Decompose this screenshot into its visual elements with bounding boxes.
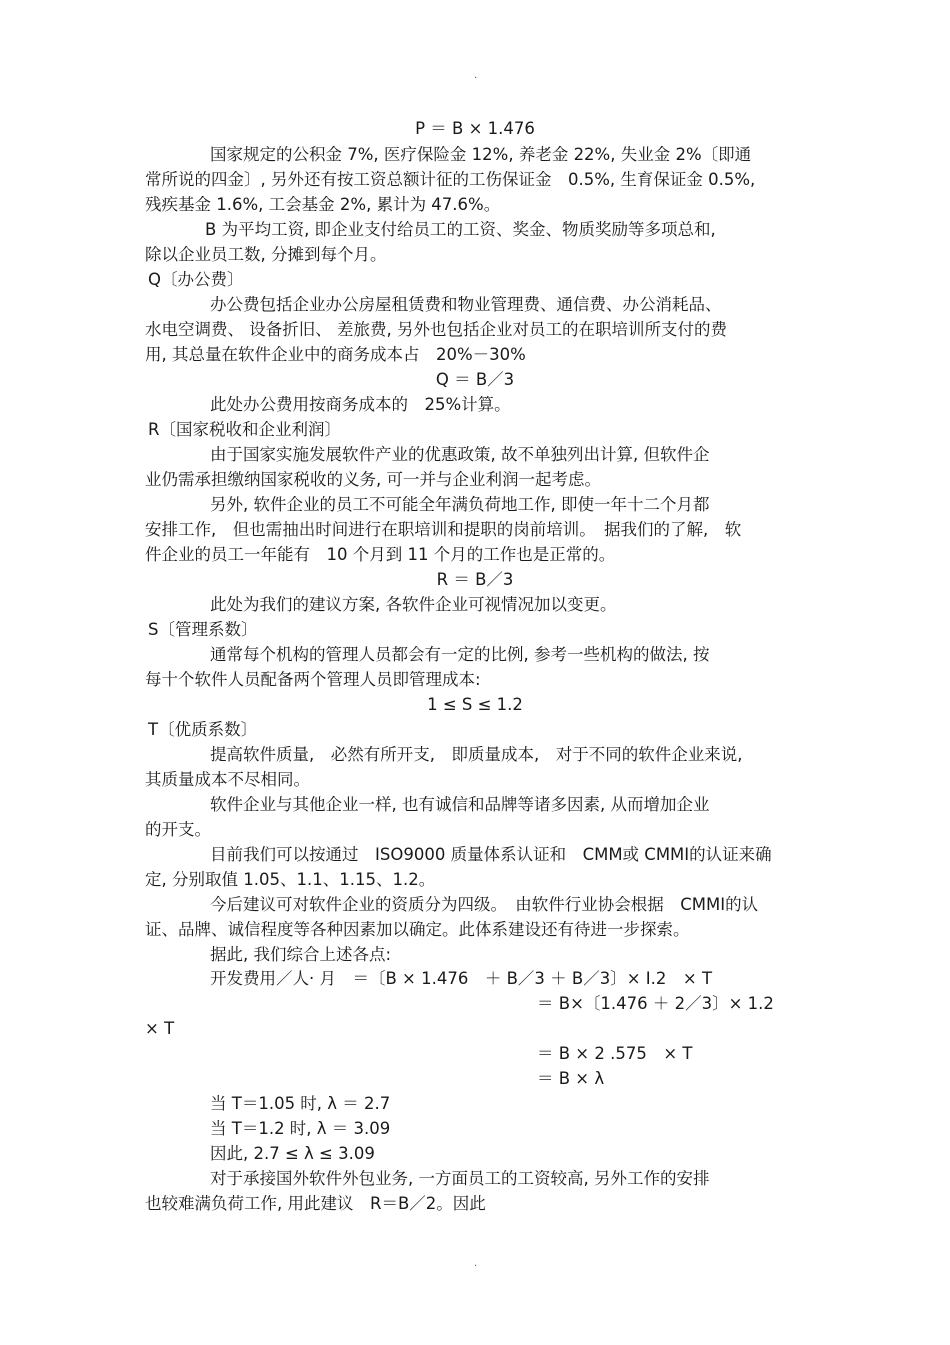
paragraph-line: 的开支。 [145, 820, 211, 839]
formula-continuation: × T [145, 1019, 175, 1038]
formula-dev-cost: 开发费用／人· 月 ＝〔B × 1.476 ＋ B／3 ＋ B／3〕× I.2 × T [210, 969, 713, 988]
paragraph-line: 另外, 软件企业的员工不可能全年满负荷地工作, 即使一年十二个月都 [210, 495, 710, 514]
paragraph-line: 定, 分别取值 1.05、1.1、1.15、1.2。 [145, 870, 436, 889]
paragraph-line: B 为平均工资, 即企业支付给员工的工资、奖金、物质奖励等多项总和, [205, 220, 716, 239]
paragraph-line: 残疾基金 1.6%, 工会基金 2%, 累计为 47.6%。 [145, 195, 501, 214]
section-heading-r: R〔国家税收和企业利润〕 [148, 420, 341, 439]
paragraph-line: 软件企业与其他企业一样, 也有诚信和品牌等诸多因素, 从而增加企业 [210, 795, 710, 814]
paragraph-line: 由于国家实施发展软件产业的优惠政策, 故不单独列出计算, 但软件企 [210, 445, 710, 464]
paragraph-line: 水电空调费、 设备折旧、 差旅费, 另外也包括企业对员工的在职培训所支付的费 [145, 320, 727, 339]
paragraph-line: 证、品牌、诚信程度等各种因素加以确定。此体系建设还有待进一步探索。 [145, 920, 690, 939]
section-heading-t: T〔优质系数〕 [148, 720, 258, 739]
formula-continuation: ＝ B×〔1.476 ＋ 2／3〕× 1.2 [537, 994, 774, 1013]
paragraph-line: 业仍需承担缴纳国家税收的义务, 可一并与企业利润一起考虑。 [145, 470, 601, 489]
paragraph-line: 目前我们可以按通过 ISO9000 质量体系认证和 CMM或 CMMI的认证来确 [210, 845, 772, 864]
paragraph-line: 其质量成本不尽相同。 [145, 770, 310, 789]
header-mark: . [474, 70, 478, 81]
paragraph-line: 当 T＝1.05 时, λ ＝ 2.7 [210, 1094, 391, 1113]
section-heading-s: S〔管理系数〕 [148, 620, 258, 639]
paragraph-line: 据此, 我们综合上述各点: [210, 945, 392, 964]
paragraph-line: 也较难满负荷工作, 用此建议 R＝B／2。因此 [145, 1194, 486, 1213]
paragraph-line: 当 T＝1.2 时, λ ＝ 3.09 [210, 1119, 391, 1138]
paragraph-line: 提高软件质量, 必然有所开支, 即质量成本, 对于不同的软件企业来说, [210, 745, 743, 764]
formula-continuation: ＝ B × λ [537, 1069, 605, 1088]
section-heading-q: Q〔办公费〕 [148, 270, 244, 289]
paragraph-line: 对于承接国外软件外包业务, 一方面员工的工资较高, 另外工作的安排 [210, 1169, 710, 1188]
paragraph-line: 通常每个机构的管理人员都会有一定的比例, 参考一些机构的做法, 按 [210, 645, 710, 664]
paragraph-line: 每十个软件人员配备两个管理人员即管理成本: [145, 670, 481, 689]
paragraph-line: 此处办公费用按商务成本的 25%计算。 [210, 395, 511, 414]
formula-p: P ＝ B × 1.476 [415, 119, 535, 138]
formula-s: 1 ≤ S ≤ 1.2 [427, 695, 523, 714]
paragraph-line: 此处为我们的建议方案, 各软件企业可视情况加以变更。 [210, 595, 617, 614]
paragraph-line: 用, 其总量在软件企业中的商务成本占 20%－30% [145, 345, 526, 364]
paragraph-line: 常所说的四金〕, 另外还有按工资总额计征的工伤保证金 0.5%, 生育保证金 0.5%, [145, 170, 756, 189]
paragraph-line: 因此, 2.7 ≤ λ ≤ 3.09 [210, 1144, 375, 1163]
paragraph-line: 件企业的员工一年能有 10 个月到 11 个月的工作也是正常的。 [145, 545, 616, 564]
paragraph-line: 国家规定的公积金 7%, 医疗保险金 12%, 养老金 22%, 失业金 2%〔即通 [210, 145, 752, 164]
formula-r: R ＝ B／3 [436, 570, 514, 589]
formula-continuation: ＝ B × 2 .575 × T [537, 1044, 693, 1063]
paragraph-line: 今后建议可对软件企业的资质分为四级。 由软件行业协会根据 CMMI的认 [210, 895, 759, 914]
formula-q: Q ＝ B／3 [435, 370, 515, 389]
footer-mark: . [474, 1258, 478, 1269]
paragraph-line: 安排工作, 但也需抽出时间进行在职培训和提职的岗前培训。 据我们的了解, 软 [145, 520, 742, 539]
paragraph-line: 除以企业员工数, 分摊到每个月。 [145, 245, 387, 264]
paragraph-line: 办公费包括企业办公房屋租赁费和物业管理费、通信费、办公消耗品、 [210, 295, 722, 314]
